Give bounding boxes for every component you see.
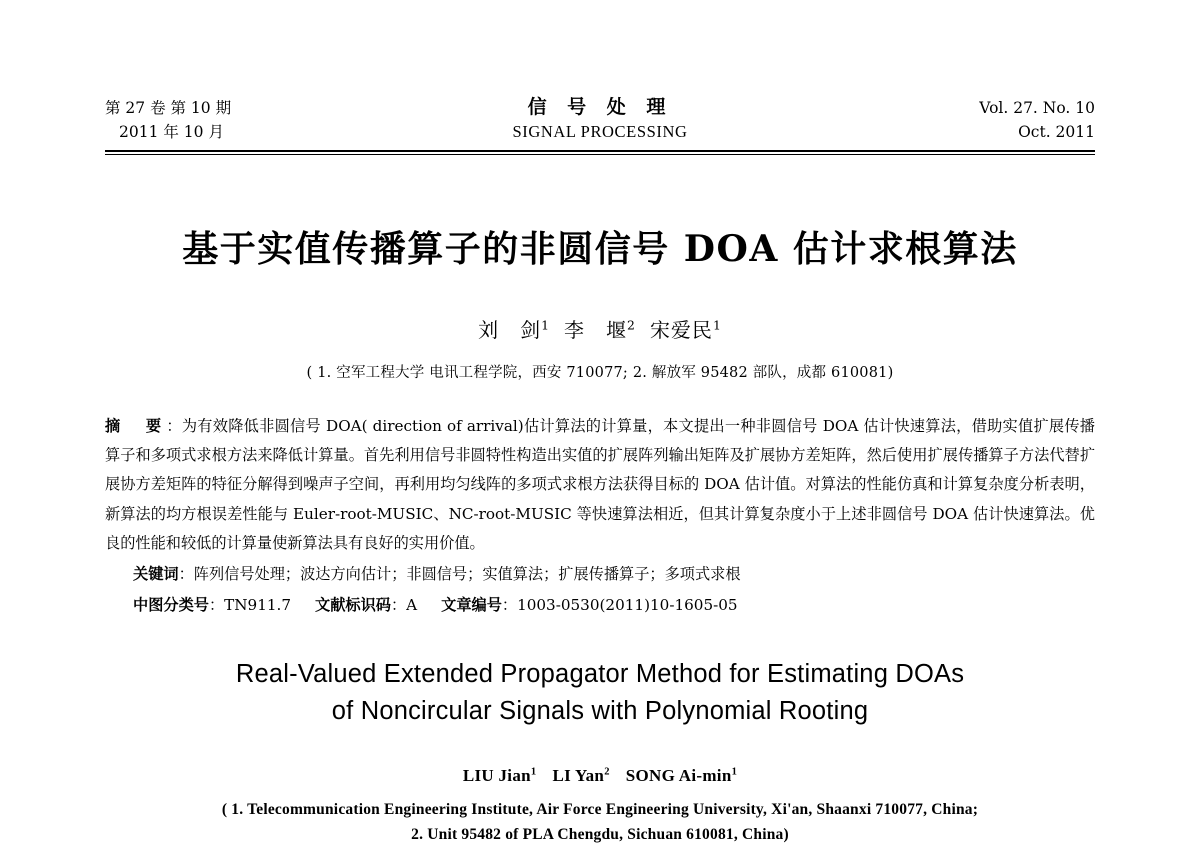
running-head-center [335, 95, 865, 142]
abstract-text: ：为有效降低非圆信号 DOA( direction of arrival)估计算法的计算量，本文提出一种非圆信号 DOA 估计快速算法，借助实值扩展传播算子和多项式求根方法来降低计算量。首先利用信号非圆特性构造出实值的扩展阵列输出矩阵及扩展协方差矩阵，然后使用扩展传播算子方法代替扩展协方差矩阵的特征分解得到噪声子空间，再利用均匀线阵的多项式求根方法获得目标的 DOA 估计值。对算法的性能仿真和计算复杂度分析表明，新算法的均方根误差性能与 Euler-root-MUSIC、NC-root-MUSIC 等快速算法相近，但其计算复杂度小于上述非圆信号 DOA 估计快速算法。优良的性能和较低的计算量使新算法具有良好的实用价值。 [105, 417, 1095, 552]
author-en-3: SONG $Ai-\min^1$ [625, 766, 738, 786]
article-content [105, 96, 1095, 848]
affiliation-cn: ( 1. 空军工程大学 电讯工程学院，西安 710077; 2. 解放军 95482 部队，成都 610081) [306, 365, 894, 382]
keywords-text: ：阵列信号处理；波达方向估计；非圆信号；实值算法；扩展传播算子；多项式求根 [178, 564, 741, 583]
author-cn-3-sup: 1 [712, 317, 722, 333]
volume-issue-cn: 第 27 卷 第 10 期 [105, 99, 232, 117]
title-en-line-1: Real-Valued Extended Propagator Method for Estimating DOAs [235, 660, 965, 689]
author-cn-2-sup: 2 [627, 317, 636, 333]
author-cn-1: 刘 剑$^1$ [478, 317, 551, 343]
article-id-value: ：1003-0530(2011)10-1605-05 [501, 596, 738, 615]
classification-line [105, 591, 1095, 620]
author-cn-3: 宋爱民$^1$ [649, 317, 722, 343]
running-head-right [865, 96, 1095, 144]
authors-cn [105, 314, 1095, 343]
affiliation-en-line-2: 2. Unit 95482 of PLA Chengdu, Sichuan 610081, China) [411, 826, 789, 844]
running-head-left [105, 96, 335, 144]
author-en-2: LI Yan$^2$ [552, 766, 610, 786]
header-divider [105, 150, 1095, 155]
divider-thin [105, 154, 1095, 155]
date-en: Oct. 2011 [1018, 123, 1095, 142]
page-title-cn: 基于实值传播算子的非圆信号 DOA 估计求根算法 [182, 228, 1018, 271]
affiliation-en [105, 798, 1095, 848]
journal-title-en: SIGNAL PROCESSING [512, 121, 688, 141]
keywords-label: 关键词 [133, 564, 179, 583]
doc-type-label: 文献标识码 [315, 596, 391, 615]
authors-en [105, 766, 1095, 786]
journal-title-cn: 信 号 处 理 [527, 96, 673, 118]
abstract-label: 摘 要 [105, 417, 167, 436]
date-cn: 2011 年 10 月 [119, 123, 224, 142]
doc-type-value: ：A [390, 596, 418, 615]
page-title-en [105, 656, 1095, 730]
volume-issue-en: Vol. 27. No. 10 [979, 99, 1095, 117]
clc-label: 中图分类号 [133, 596, 209, 615]
author-cn-2: 李 堰$^2$ [564, 317, 636, 343]
author-en-1-sup: 1 [530, 766, 537, 778]
keywords-cn [105, 560, 1095, 589]
author-en-1: LIU Jian$^1$ [462, 766, 537, 786]
abstract-cn [105, 412, 1095, 558]
clc-value: ：TN911.7 [208, 596, 292, 615]
author-en-3-sup: 1 [731, 766, 738, 778]
affiliation-en-line-1: ( 1. Telecommunication Engineering Institute, Air Force Engineering University, Xi'an, Shaanxi 710077, China; [221, 801, 979, 819]
author-en-2-sup: 2 [604, 766, 610, 778]
article-id-label: 文章编号 [441, 596, 502, 615]
title-en-line-2: of Noncircular Signals with Polynomial Rooting [331, 697, 869, 726]
author-cn-1-sup: 1 [541, 317, 551, 333]
running-head [105, 96, 1095, 144]
